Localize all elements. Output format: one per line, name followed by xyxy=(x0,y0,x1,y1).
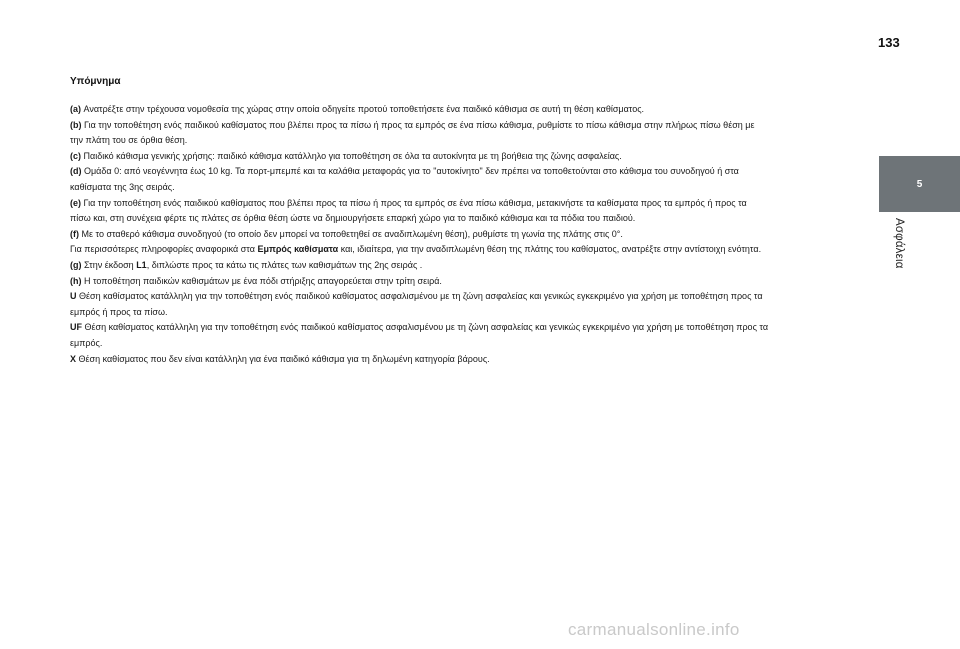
legend-line xyxy=(70,118,875,134)
legend-line xyxy=(70,180,875,196)
legend-text: καθίσματα της 3ης σειράς. xyxy=(70,181,175,192)
legend-text-after: και, ιδιαίτερα, για την αναδιπλωμένη θέση της πλάτης του καθίσματος, ανατρέξτε στην αντίστοιχη ενότητα. xyxy=(338,244,762,255)
legend-text-after: , διπλώστε προς τα κάτω τις πλάτες των καθισμάτων της 2ης σειράς . xyxy=(146,259,423,270)
legend-text: Για περισσότερες πληροφορίες αναφορικά στα xyxy=(70,244,258,255)
legend-text: εμπρός. xyxy=(70,337,103,348)
section-number: 5 xyxy=(916,178,923,190)
section-tab[interactable] xyxy=(879,156,960,212)
legend-tag: X xyxy=(70,353,77,364)
legend-line xyxy=(70,258,875,274)
legend-tag: (f) xyxy=(70,228,79,239)
legend-text: Ομάδα 0: από νεογέννητα έως 10 kg. Τα πορτ-μπεμπέ και τα καλάθια μεταφοράς για το "αυτοκίνητο" δεν πρέπει να τοποθετούνται στο κάθισμα του συνοδηγού ή στα xyxy=(81,166,739,177)
legend-line xyxy=(70,211,875,227)
legend-line xyxy=(70,305,875,321)
legend-text: Παιδικό κάθισμα γενικής χρήσης: παιδικό κάθισμα κατάλληλο για τοποθέτηση σε όλα τα αυτοκίνητα με τη βοήθεια της ζώνης ασφαλείας. xyxy=(81,150,622,161)
legend-tag: U xyxy=(70,291,77,302)
legend-line xyxy=(70,227,875,243)
legend-text: Θέση καθίσματος που δεν είναι κατάλληλη για ένα παιδικό κάθισμα για τη δηλωμένη κατηγορία βάρους. xyxy=(76,353,490,364)
legend-line xyxy=(70,133,875,149)
legend-text: Με το σταθερό κάθισμα συνοδηγού (το οποίο δεν μπορεί να τοποθετηθεί σε αναδιπλωμένη θέση), ρυθμίστε τη γωνία της πλάτης στις 0°. xyxy=(79,228,623,239)
legend-text: Ανατρέξτε στην τρέχουσα νομοθεσία της χώρας στην οποία οδηγείτε προτού τοποθετήσετε ένα παιδικό κάθισμα σε αυτή τη θέση καθίσματος. xyxy=(81,104,645,114)
legend-text: Για την τοποθέτηση ενός παιδικού καθίσματος που βλέπει προς τα πίσω ή προς τα εμπρός σε ένα πίσω κάθισμα, μετακινήστε τα καθίσματα προς τα εμπρός ή προς τα xyxy=(81,197,747,208)
legend-tag: (a) xyxy=(70,104,81,114)
legend-line xyxy=(70,274,875,290)
legend-text: Στην έκδοση xyxy=(81,259,137,270)
legend-text: την πλάτη του σε όρθια θέση. xyxy=(70,135,188,146)
legend-line xyxy=(70,289,875,305)
watermark: carmanualsonline.info xyxy=(568,620,740,639)
legend-line xyxy=(70,149,875,165)
legend-line xyxy=(70,196,875,212)
legend-heading: Υπόμνημα xyxy=(70,76,121,87)
legend-tag: (b) xyxy=(70,119,82,130)
legend-tag: (d) xyxy=(70,166,82,177)
legend-text: Θέση καθίσματος κατάλληλη για την τοποθέτηση ενός παιδικού καθίσματος ασφαλισμένου με τη ζώνη ασφαλείας και γενικώς εγκεκριμένο για χρήση με τοποθέτηση προς τα xyxy=(76,291,763,302)
page-number: 133 xyxy=(878,35,900,50)
legend-line xyxy=(70,352,875,368)
legend-bold-term: Εμπρός καθίσματα xyxy=(257,244,339,255)
legend-lines xyxy=(70,102,875,367)
section-title: Ασφάλεια xyxy=(893,218,905,269)
legend-tag: (c) xyxy=(70,150,81,161)
legend-line xyxy=(70,102,875,118)
legend-text: Θέση καθίσματος κατάλληλη για την τοποθέτηση ενός παιδικού καθίσματος ασφαλισμένου με τη ζώνη ασφαλείας και γενικώς εγκεκριμένο για χρήση με τοποθέτηση προς τα xyxy=(82,322,769,333)
legend-line xyxy=(70,336,875,352)
legend-tag: (g) xyxy=(70,259,82,270)
legend-content xyxy=(70,76,875,367)
legend-line xyxy=(70,242,875,258)
legend-tag: (e) xyxy=(70,197,81,208)
legend-text: πίσω και, στη συνέχεια φέρτε τις πλάτες σε όρθια θέση ώστε να δημιουργήσετε επαρκή χώρο για το παιδικό κάθισμα και τα πόδια του παιδιού. xyxy=(70,213,636,224)
legend-text: Η τοποθέτηση παιδικών καθισμάτων με ένα πόδι στήριξης απαγορεύεται στην τρίτη σειρά. xyxy=(81,275,442,286)
legend-tag: (h) xyxy=(70,275,82,286)
legend-line xyxy=(70,164,875,180)
legend-line xyxy=(70,320,875,336)
legend-text: Για την τοποθέτηση ενός παιδικού καθίσματος που βλέπει προς τα πίσω ή προς τα εμπρός σε ένα πίσω κάθισμα, ρυθμίστε το πίσω κάθισμα στην πλήρως πίσω θέση με xyxy=(81,119,755,130)
legend-text: εμπρός ή προς τα πίσω. xyxy=(70,306,168,317)
legend-tag: UF xyxy=(70,322,82,333)
legend-bold-term: L1 xyxy=(136,259,147,270)
